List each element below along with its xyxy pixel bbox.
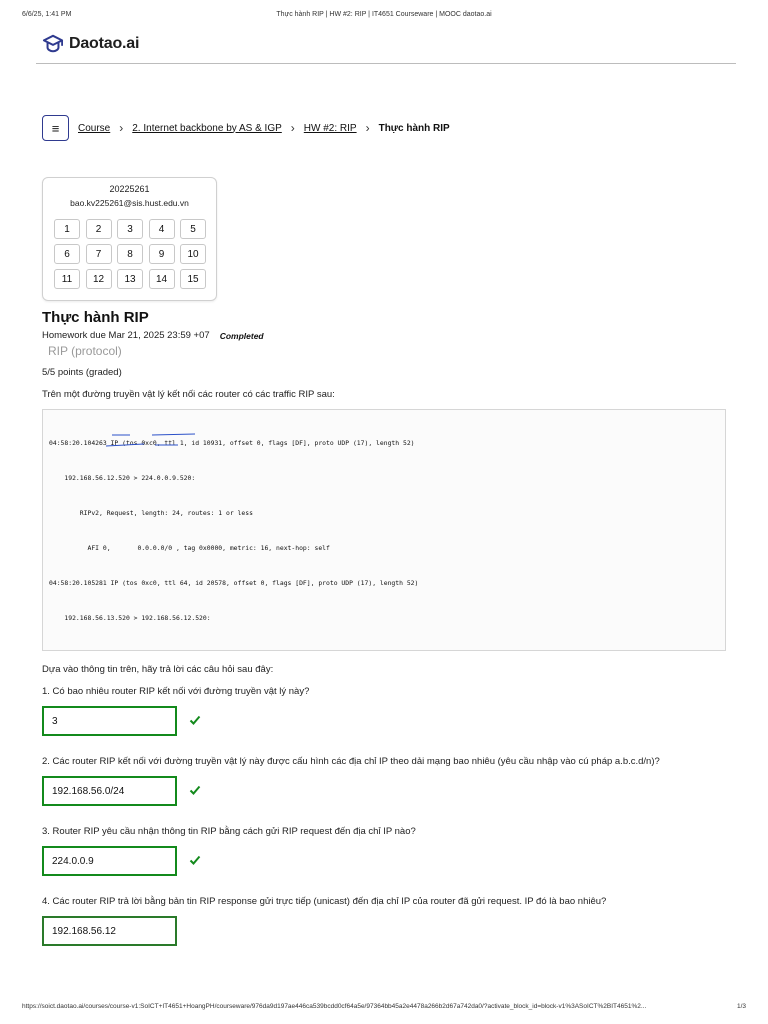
questions-intro: Dựa vào thông tin trên, hãy trả lời các câu hỏi sau đây: (42, 664, 274, 675)
question-3-text: 3. Router RIP yêu cầu nhận thông tin RIP bằng cách gửi RIP request đến địa chỉ IP nào? (42, 826, 416, 837)
completion-status: Completed (219, 330, 264, 341)
print-footer (22, 1003, 746, 1013)
breadcrumb (42, 115, 450, 141)
breadcrumb-link-section[interactable]: 2. Internet backbone by AS & IGP (132, 122, 282, 134)
unit-button[interactable]: 7 (86, 244, 112, 264)
chevron-right-icon: › (365, 121, 370, 135)
due-line (42, 330, 264, 341)
unit-button[interactable]: 9 (149, 244, 175, 264)
unit-button[interactable]: 3 (117, 219, 143, 239)
print-doc-title: Thực hành RIP | HW #2: RIP | IT4651 Courseware | MOOC daotao.ai (276, 11, 492, 18)
question-2-text: 2. Các router RIP kết nối với đường truyền vật lý này được cấu hình các địa chỉ IP theo dải mạng bao nhiêu (yêu cầu nhập vào cú pháp a.b.c.d/n)? (42, 756, 660, 767)
course-menu-button[interactable] (42, 115, 69, 141)
problem-subtitle: RIP (protocol) (48, 344, 122, 358)
unit-button[interactable]: 4 (149, 219, 175, 239)
hamburger-menu-icon: ≡ (51, 120, 60, 136)
brand-logo[interactable] (42, 34, 139, 54)
unit-button[interactable]: 6 (54, 244, 80, 264)
breadcrumb-link-subsection[interactable]: HW #2: RIP (303, 122, 357, 134)
print-url: https://soict.daotao.ai/courses/course-v1:SoICT+IT4651+HoangPH/courseware/976da9d197ae446ca539bcdd0cf64a5e/97364bb45a2e4478a266b2d67a742da0/?activate_block_id=block-v1%3ASoICT%2BIT4651%2... (22, 1003, 647, 1010)
unit-button[interactable]: 13 (117, 269, 143, 289)
print-header (22, 11, 746, 23)
chevron-right-icon: › (119, 121, 124, 135)
question-1-text: 1. Có bao nhiêu router RIP kết nối với đường truyền vật lý này? (42, 686, 310, 697)
unit-button[interactable]: 10 (180, 244, 206, 264)
unit-navigation-card (42, 177, 217, 301)
problem-intro: Trên một đường truyền vật lý kết nối các router có các traffic RIP sau: (42, 389, 335, 400)
breadcrumb-link-course[interactable]: Course (78, 122, 111, 134)
print-datetime: 6/6/25, 1:41 PM (22, 11, 72, 18)
problem-title: Thực hành RIP (42, 309, 149, 326)
capture-line: 04:58:20.105281 IP (tos 0xc0, ttl 64, id 20578, offset 0, flags [DF], proto UDP (17), length 52) (49, 579, 419, 588)
correct-check-icon (189, 714, 201, 726)
print-page-number: 1/3 (736, 1003, 746, 1010)
capture-line: 192.168.56.13.520 > 192.168.56.12.520: (49, 614, 211, 623)
breadcrumb-current: Thực hành RIP (378, 122, 450, 134)
answer-3-input[interactable]: 224.0.0.9 (42, 846, 177, 876)
unit-button[interactable]: 15 (180, 269, 206, 289)
handwritten-underline-annotation (60, 430, 230, 450)
capture-line: RIPv2, Request, length: 24, routes: 1 or less (49, 509, 253, 518)
points-graded: 5/5 points (graded) (42, 367, 122, 378)
student-id: 20225261 (109, 184, 150, 194)
due-date: Homework due Mar 21, 2025 23:59 +07 (42, 330, 210, 341)
answer-1-input[interactable]: 3 (42, 706, 177, 736)
unit-button[interactable]: 11 (54, 269, 80, 289)
capture-line: 04:58:20.104263 IP (tos 0xc0, ttl 1, id 10931, offset 0, flags [DF], proto UDP (17), length 52) (49, 439, 415, 448)
chevron-right-icon: › (290, 121, 295, 135)
brand-name: Daotao.ai (69, 35, 140, 52)
question-4-text: 4. Các router RIP trả lời bằng bản tin RIP response gửi trực tiếp (unicast) đến địa chỉ IP của router đã gửi request. IP đó là bao nhiêu? (42, 896, 607, 907)
capture-line (49, 648, 719, 651)
capture-line: 192.168.56.12.520 > 224.0.0.9.520: (49, 474, 196, 483)
unit-button[interactable]: 1 (54, 219, 80, 239)
unit-button[interactable]: 12 (86, 269, 112, 289)
correct-check-icon (189, 784, 201, 796)
answer-2-input[interactable]: 192.168.56.0/24 (42, 776, 177, 806)
unit-button[interactable]: 5 (180, 219, 206, 239)
unit-button[interactable]: 14 (149, 269, 175, 289)
unit-grid (54, 219, 206, 289)
student-email: bao.kv225261@sis.hust.edu.vn (70, 198, 189, 208)
capture-line: AFI 0, 0.0.0.0/0 , tag 0x0000, metric: 16, next-hop: self (49, 544, 330, 553)
unit-button[interactable]: 8 (117, 244, 143, 264)
unit-button[interactable]: 2 (86, 219, 112, 239)
top-navigation-bar (36, 32, 736, 64)
answer-4-input[interactable]: 192.168.56.12 (42, 916, 177, 946)
correct-check-icon (189, 854, 201, 866)
graduation-cap-icon (42, 34, 64, 54)
